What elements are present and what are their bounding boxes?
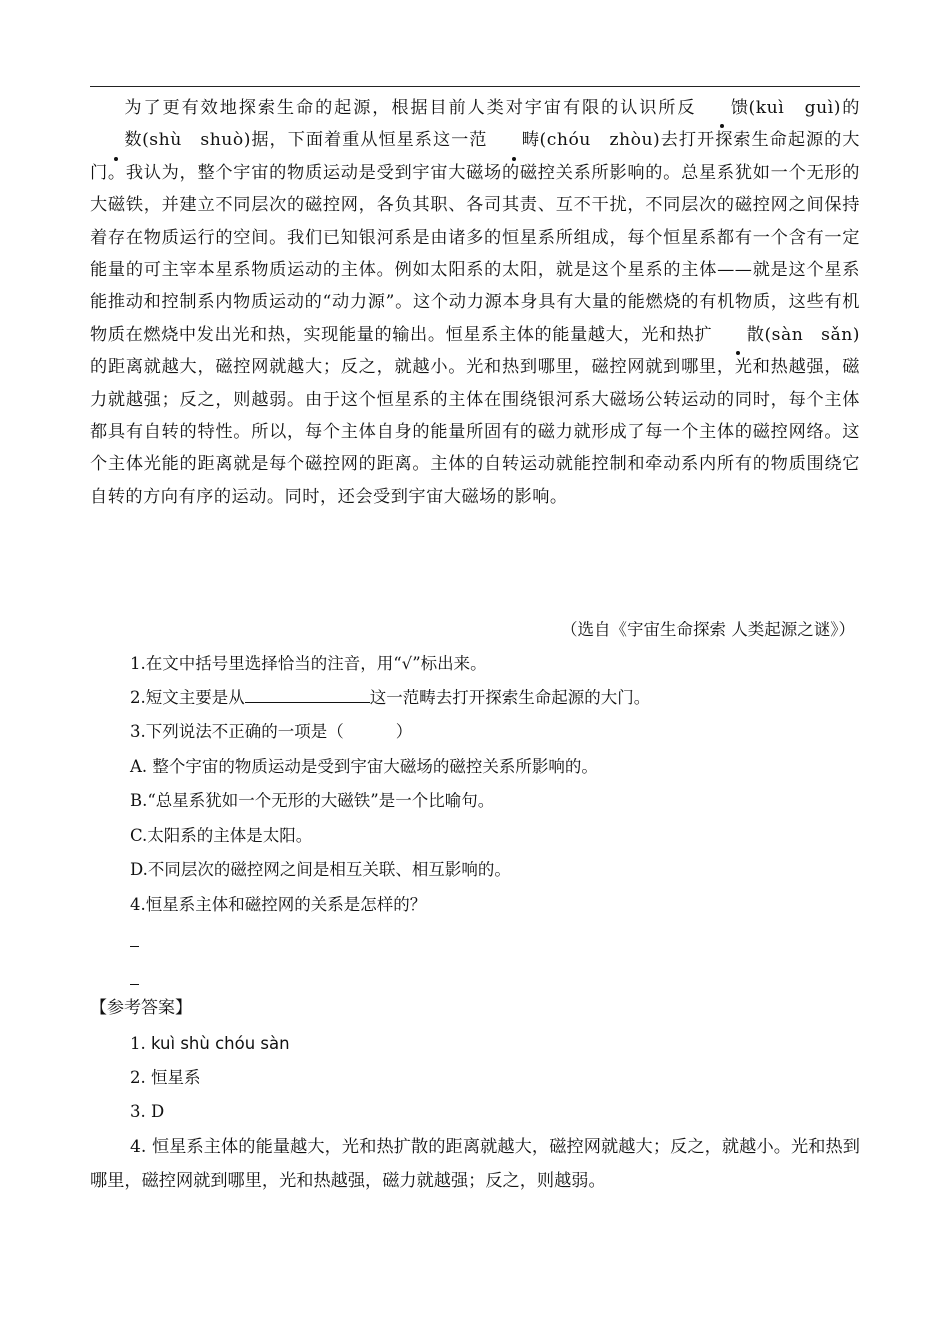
option-c: C.太阳系的主体是太阳。 — [130, 826, 313, 845]
passage-paragraph — [90, 92, 860, 513]
option-a: A. 整个宇宙的物质运动是受到宇宙大磁场的磁控关系所影响的。 — [130, 757, 598, 776]
question-3-text: 3.下列说法不正确的一项是（ — [130, 722, 344, 741]
question-3 — [130, 718, 860, 746]
passage-text: (chóu zhòu)去打开探索生命起源的大门。我认为，整个宇宙的物质运动是受到宇宙大磁场的磁控关系所影响的。总星系犹如一个无形的大磁铁，并建立不同层次的磁控网，各负其职、各司其责、互不干扰，不同层次的磁控网之间保持着存在物质运行的空间。我们已知银河系是由诸多的恒星系所组成，每个恒星系都有一个含有一定能量的可主宰本星系物质运动的主体。例如太阳系的太阳，就是这个星系的主体——就是这个星系能推动和控制系内物质运动的“动力源”。这个动力源本身具有大量的能燃烧的有机物质，这些有机物质在燃烧中发出光和热，实现能量的输出。恒星系主体的能量越大，光和热扩 — [90, 130, 860, 345]
option-b: B.“总星系犹如一个无形的大磁铁”是一个比喻句。 — [130, 791, 495, 810]
question-1: 1.在文中括号里选择恰当的注音，用“√”标出来。 — [130, 654, 487, 673]
emphasis-char: 散 — [712, 319, 764, 351]
answer-key-heading: 【参考答案】 — [90, 998, 192, 1018]
pinyin-choice: (shù shuò)据，下面着重从恒星系这一范 — [142, 130, 488, 151]
passage-text: (sàn sǎn)的距离就越大，磁控网就越大；反之，就越小。光和热到哪里，磁控网就到哪里，光和热越强，磁力就越强；反之，则越弱。由于这个恒星系的主体在围绕银河系大磁场公转运动的同时，每个主体都具有自转的特性。所以，每个主体自身的能量所固有的磁力就形成了每一个主体的磁控网络。这个主体光能的距离就是每个磁控网的距离。主体的自转运动就能控制和牵动系内所有的物质围绕它自转的方向有序的运动。同时，还会受到宇宙大磁场的影响。 — [90, 324, 860, 507]
answer-line[interactable] — [130, 984, 139, 985]
answer-blank[interactable] — [245, 684, 370, 703]
question-2 — [130, 684, 860, 712]
answer-1 — [130, 1030, 290, 1058]
option-d: D.不同层次的磁控网之间是相互关联、相互影响的。 — [130, 860, 511, 879]
emphasis-char: 畴 — [487, 124, 539, 156]
question-2-text-end: 这一范畴去打开探索生命起源的大门。 — [369, 688, 651, 707]
header-rule — [90, 86, 860, 87]
question-2-text: 2.短文主要是从 — [130, 688, 245, 707]
answer-3: 3. D — [130, 1102, 165, 1121]
answer-4: 4. 恒星系主体的能量越大，光和热扩散的距离就越大，磁控网就越大；反之，就越小。光和热到哪里，磁控网就到哪里，光和热越强，磁力就越强；反之，则越弱。 — [90, 1137, 860, 1191]
emphasis-char: 馈 — [696, 92, 748, 124]
passage-text: 为了更有效地探索生命的起源，根据目前人类对宇宙有限的认识所反 — [124, 98, 697, 118]
answer-1-pinyin: kuì shù chóu sàn — [151, 1034, 290, 1053]
pinyin-choice: (kuì guì)的 — [748, 98, 860, 118]
answer-line[interactable] — [130, 946, 139, 947]
emphasis-char: 数 — [90, 124, 142, 156]
question-3-close: ） — [395, 722, 413, 741]
answer-2: 2. 恒星系 — [130, 1068, 201, 1087]
answer-1-number: 1. — [130, 1034, 151, 1053]
source-citation: （选自《宇宙生命探索 人类起源之谜》） — [561, 620, 855, 639]
reading-passage — [90, 92, 860, 513]
question-4: 4.恒星系主体和磁控网的关系是怎样的？ — [130, 895, 427, 914]
